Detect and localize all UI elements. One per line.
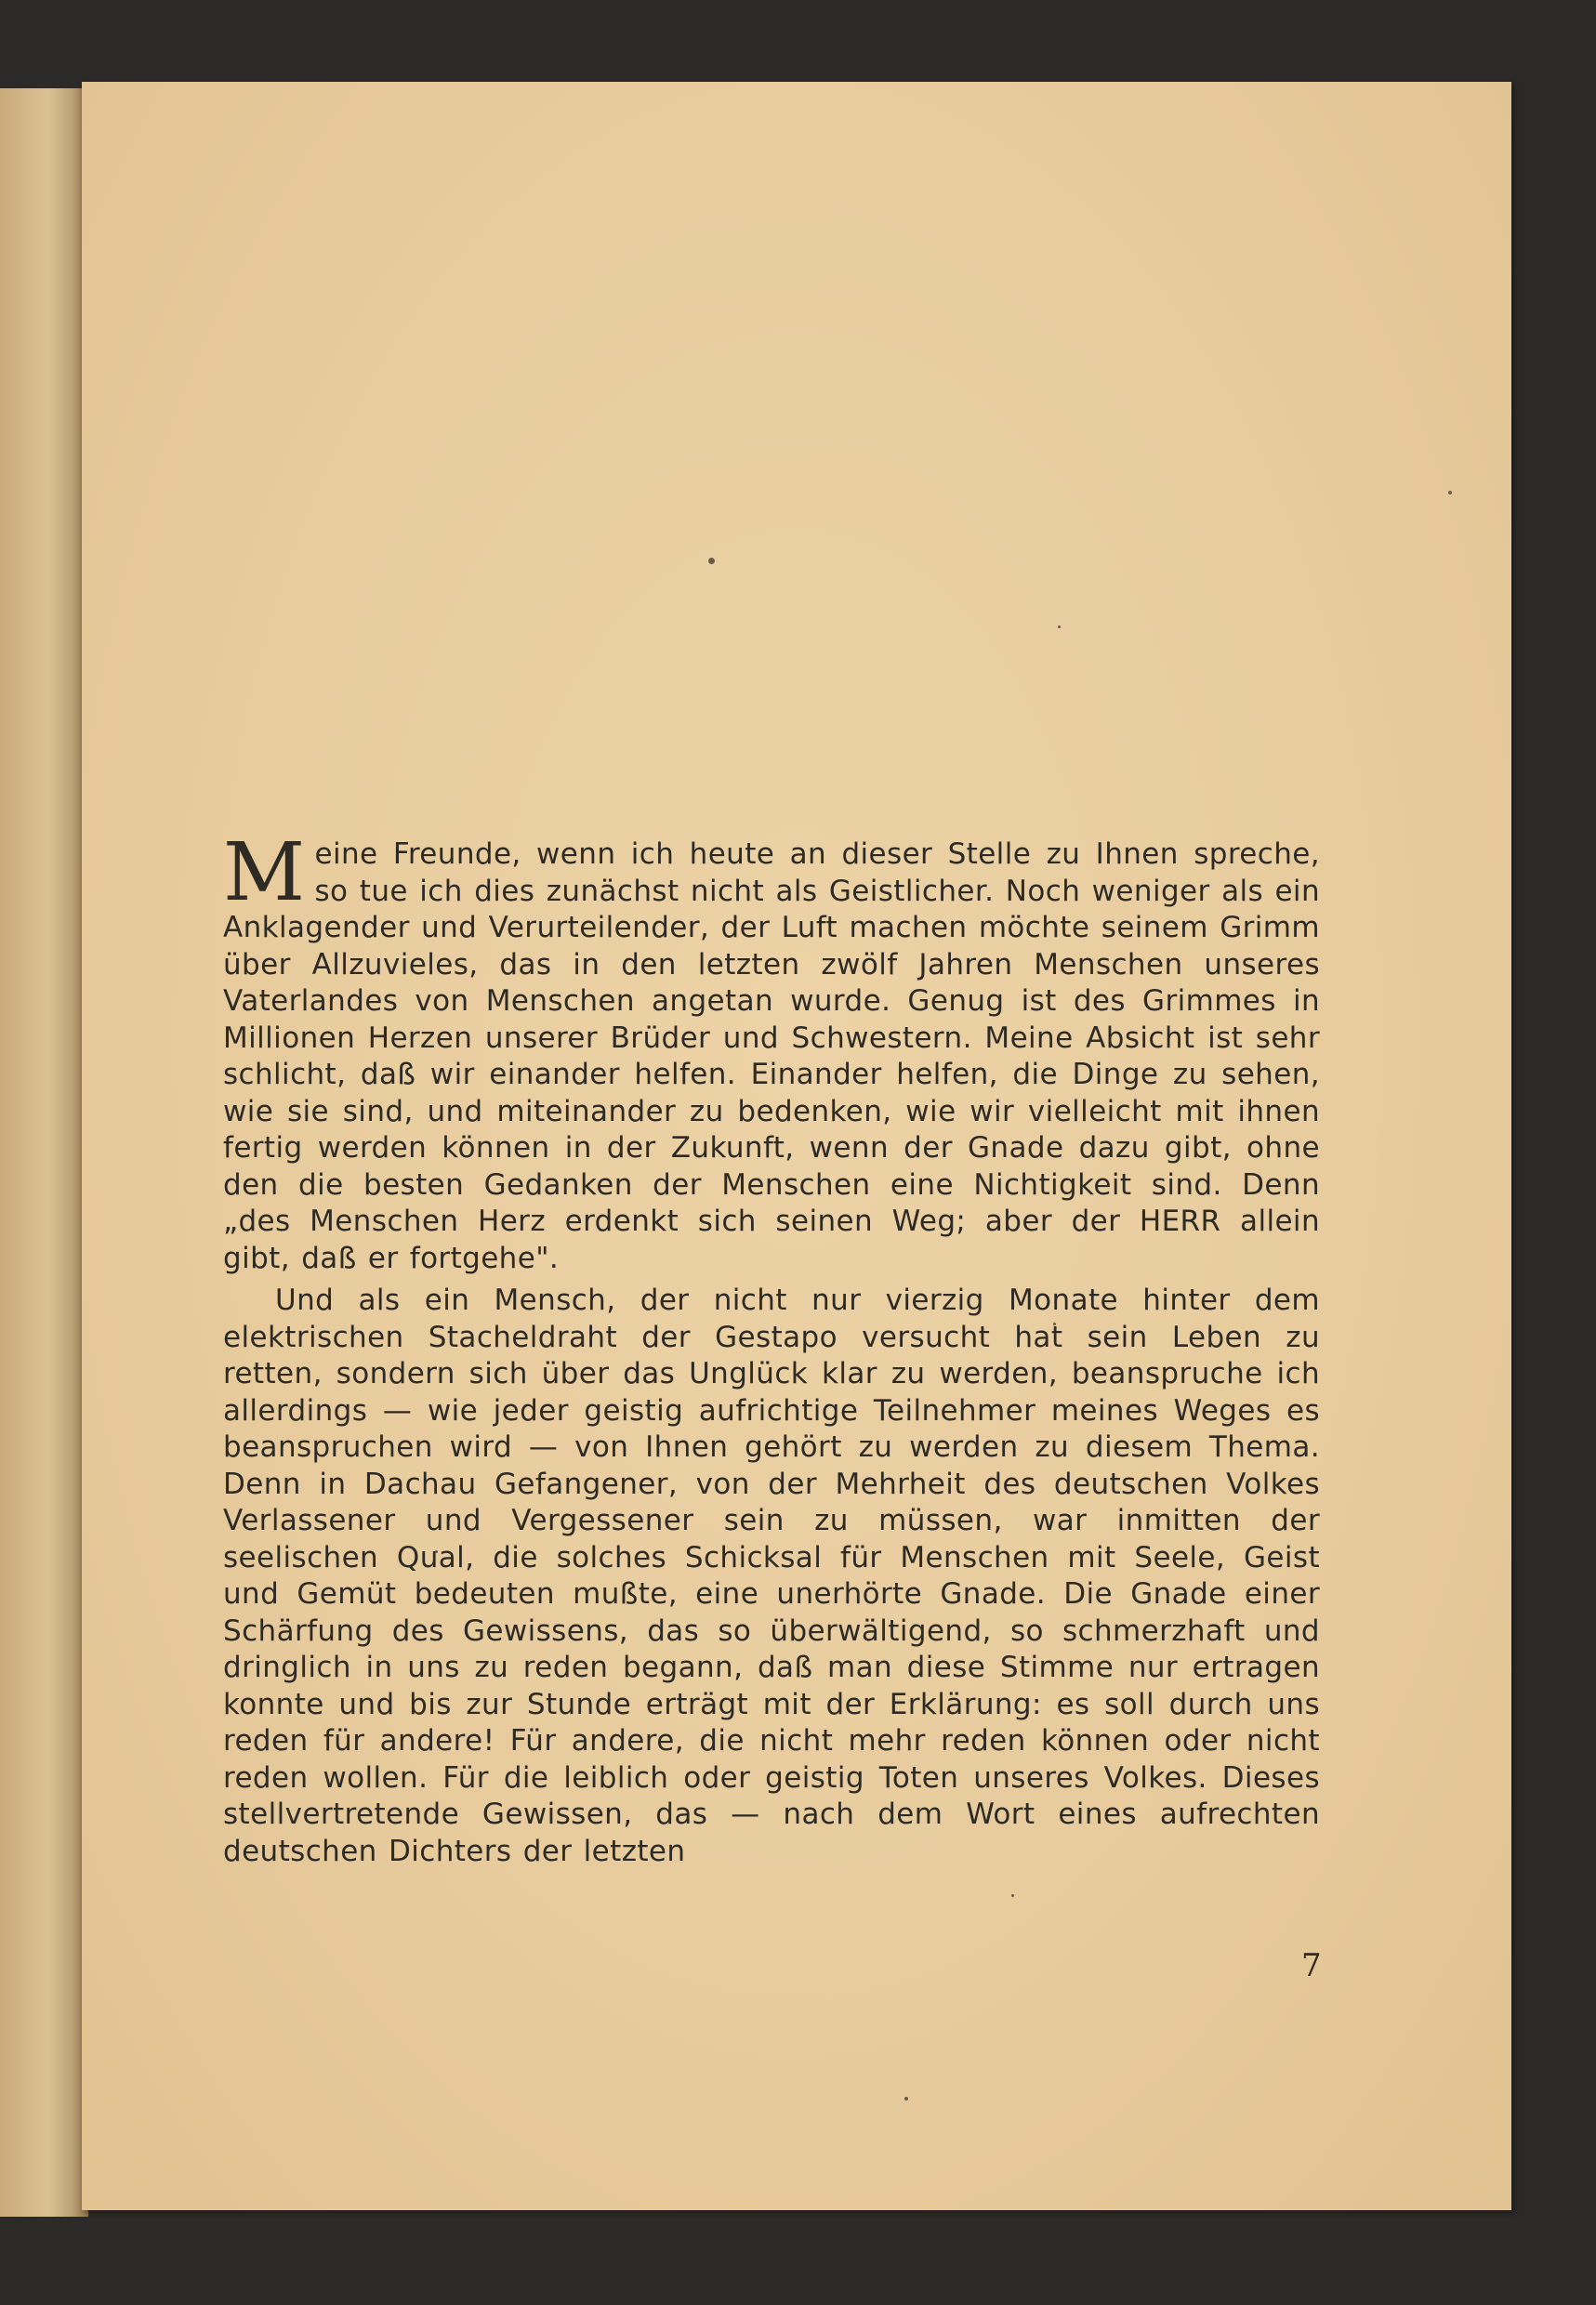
paper-speck bbox=[1011, 1894, 1014, 1897]
paper-speck bbox=[708, 558, 715, 564]
paragraph-2: Und als ein Mensch, der nicht nur vierzig Monate hinter dem elektrischen Stacheldraht der Gestapo versucht hat sein Leben zu retten, sondern sich über das Unglück klar zu werden, beanspruche ich allerdings — wie jeder geistig aufrichtige Teilnehmer meines Weges es beanspruchen wird — von Ihnen gehört zu werden zu diesem Thema. Denn in Dachau Gefangener, von der Mehrheit des deutschen Volkes Verlassener und Vergessener sein zu müssen, war inmitten der seelischen Qual, die solches Schicksal für Menschen mit Seele, Geist und Gemüt bedeuten mußte, eine unerhörte Gnade. Die Gnade einer Schärfung des Gewissens, das so überwältigend, so schmerzhaft und dringlich in uns zu reden begann, daß man diese Stimme nur ertragen konnte und bis zur Stunde erträgt mit der Erklärung: es soll durch uns reden für andere! Für andere, die nicht mehr reden können oder nicht reden wollen. Für die leiblich oder geistig Toten unseres Volkes. Dieses stellvertretende Gewissen, das — nach dem Wort eines aufrechten deutschen Dichters der letzten bbox=[223, 1284, 1320, 1868]
page-number: 7 bbox=[1301, 1947, 1322, 1984]
drop-cap: M bbox=[223, 826, 306, 919]
paragraph-1 bbox=[223, 826, 1320, 1277]
paper-speck bbox=[1448, 491, 1452, 494]
body-text bbox=[223, 826, 1320, 1870]
paper-speck bbox=[1058, 626, 1061, 628]
paragraph-1-text: eine Freunde, wenn ich heute an dieser Stelle zu Ihnen spreche, so tue ich dies zunächst nicht als Geistlicher. Noch weniger als ein Anklagender und Verurteilender, der Luft machen möchte seinem Grimm über Allzuvieles, das in den letzten zwölf Jahren Menschen unseres Vaterlandes von Menschen angetan wurde. Genug ist des Grimmes in Millionen Herzen unserer Brüder und Schwestern. Meine Absicht ist sehr schlicht, daß wir einander helfen. Einander helfen, die Dinge zu sehen, wie sie sind, und miteinander zu bedenken, wie wir vielleicht mit ihnen fertig werden können in der Zukunft, wenn der Gnade dazu gibt, ohne den die besten Gedanken der Menschen eine Nichtigkeit sind. Denn „des Menschen Herz erdenkt sich seinen Weg; aber der HERR allein gibt, daß er fortgehe". bbox=[223, 837, 1320, 1275]
paper-speck bbox=[904, 2097, 908, 2101]
